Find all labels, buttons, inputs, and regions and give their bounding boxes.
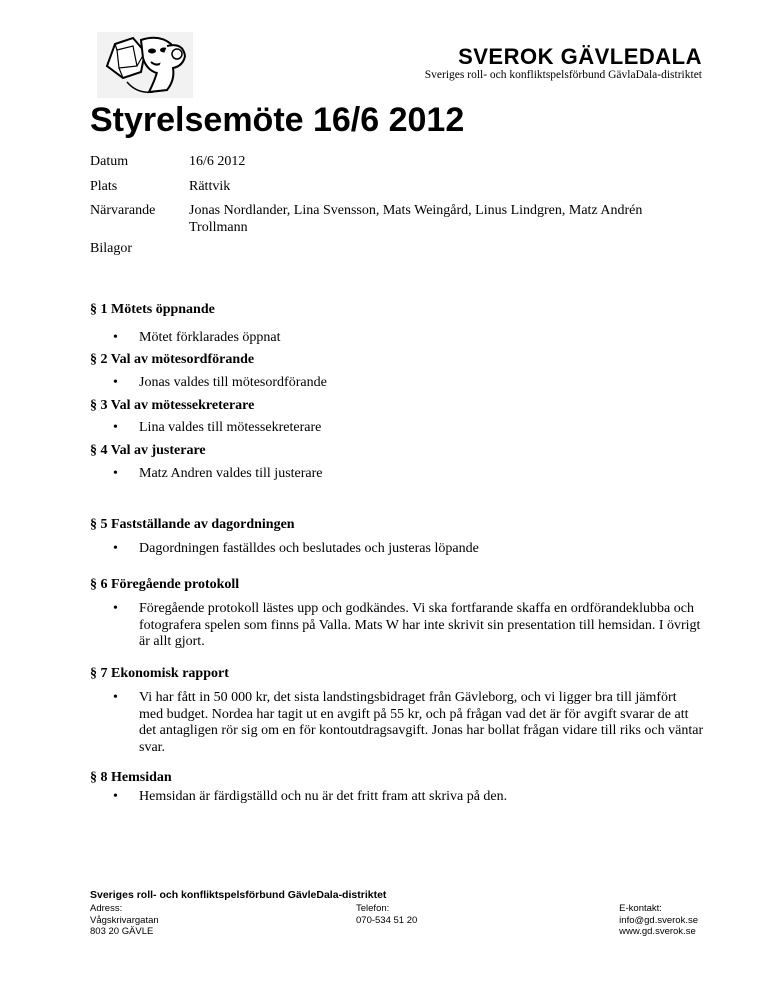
bullet-icon: • (113, 375, 118, 390)
org-subtitle: Sveriges roll- och konfliktspelsförbund GävlaDala-distriktet (424, 69, 702, 81)
section-heading: § 4 Val av justerare (90, 443, 206, 458)
footer-phone (356, 903, 417, 926)
bullet-icon: • (113, 420, 118, 435)
section-heading: § 5 Fastställande av dagordningen (90, 517, 295, 532)
meta-value: Rättvik (189, 179, 231, 194)
section-heading: § 7 Ekonomisk rapport (90, 666, 229, 681)
meta-label: Närvarande (90, 203, 156, 218)
bullet-icon: • (113, 466, 118, 481)
footer-phone-number: 070-534 51 20 (356, 914, 418, 926)
footer-address-label: Adress: (90, 903, 123, 914)
section-heading: § 6 Föregående protokoll (90, 577, 240, 592)
bullet-icon: • (113, 789, 118, 804)
section-heading: § 3 Val av mötessekreterare (90, 398, 255, 413)
list-item-text: Föregående protokoll lästes upp och godkändes. Vi ska fortfarande skaffa en ordförandeklubba och fotografera spelen som finns på Valla. Mats W har inte skrivit sin presentation till hemsidan. I övrigt är allt gjort. (139, 601, 701, 649)
logo-image (97, 32, 193, 98)
page-title: Styrelsemöte 16/6 2012 (90, 101, 465, 139)
meta-label: Bilagor (90, 241, 132, 256)
footer-heading: Sveriges roll- och konfliktspelsförbund GävleDala-distriktet (90, 889, 387, 901)
org-name: SVEROK GÄVLEDALA (458, 44, 702, 69)
footer-email: info@gd.sverok.se (619, 914, 698, 926)
meta-label: Plats (90, 179, 118, 194)
footer-website: www.gd.sverok.se (619, 926, 696, 937)
section-heading: § 2 Val av mötesordförande (90, 352, 255, 367)
list-item-text: Dagordningen faställdes och beslutades och justeras löpande (139, 541, 479, 556)
list-item-text: Lina valdes till mötessekreterare (139, 420, 322, 435)
list-item-text: Mötet förklarades öppnat (139, 330, 281, 345)
list-item-text: Jonas valdes till mötesordförande (139, 375, 327, 390)
list-item-text: Matz Andren valdes till justerare (139, 466, 323, 481)
list-item-text: Hemsidan är färdigställd och nu är det fritt fram att skriva på den. (139, 789, 508, 804)
list-item-text: Vi har fått in 50 000 kr, det sista landstingsbidraget från Gävleborg, och vi ligger bra till jämfört med budget. Nordea har tagit ut en avgift på 55 kr, och på frågan vad det är för avgift svarar de att det antagligen rör sig om en för kontoutdragsavgift. Jonas har bollat frågan vidare till riks och väntar svar. (139, 690, 704, 755)
footer (90, 889, 702, 937)
bullet-icon: • (113, 690, 118, 705)
footer-phone-label: Telefon: (356, 903, 390, 914)
section-heading: § 1 Mötets öppnande (90, 302, 215, 317)
footer-address-line1: Vågskrivargatan (90, 914, 159, 926)
bullet-icon: • (113, 330, 118, 345)
footer-contact-label: E-kontakt: (619, 903, 662, 914)
section-heading: § 8 Hemsidan (90, 770, 172, 785)
footer-contact (619, 903, 698, 938)
footer-address-line2: 803 20 GÄVLE (90, 926, 154, 937)
footer-address (90, 903, 159, 938)
meta-value: 16/6 2012 (189, 154, 246, 169)
meta-label: Datum (90, 154, 129, 169)
bullet-icon: • (113, 541, 118, 556)
bullet-icon: • (113, 601, 118, 616)
meta-value: Jonas Nordlander, Lina Svensson, Mats Weingård, Linus Lindgren, Matz Andrén Trollmann (189, 203, 643, 235)
